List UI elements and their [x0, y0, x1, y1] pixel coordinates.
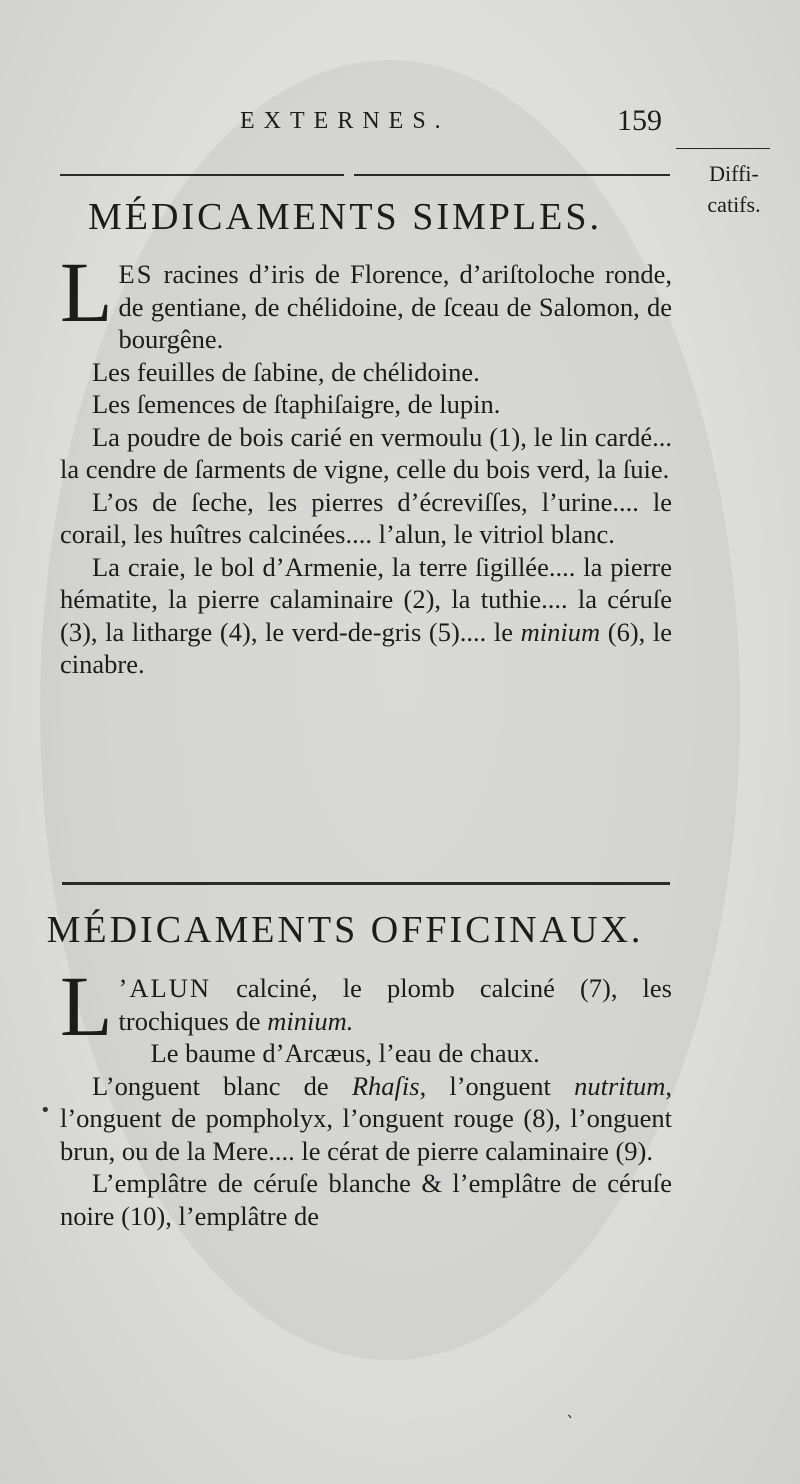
ink-mark: ˎ	[566, 1398, 575, 1419]
paragraph-text: (6), le cinabre.	[60, 616, 673, 679]
paragraph: Les ſemences de ſtaphiſaigre, de lupin.	[92, 389, 501, 419]
italic-term: minium	[520, 616, 601, 647]
paragraph-text: La craie, le bol d’Armenie, la terre ſigillée.... la pierre hématite, la pierre calaminaire (2), la tuthie.... la céruſe (3), la litharge (4), le verd-de-gris (5).... le	[60, 551, 672, 647]
italic-term: Rhaſis	[351, 1070, 420, 1101]
paragraph: Les feuilles de ſabine, de chélidoine.	[92, 356, 480, 387]
italic-term: minium.	[267, 1005, 354, 1036]
running-head: EXTERNES.	[240, 108, 450, 134]
section-title-officinal: MÉDICAMENTS OFFICINAUX.	[46, 909, 644, 951]
margin-note	[676, 158, 792, 220]
header-rule-right	[354, 174, 670, 176]
margin-rule	[676, 148, 770, 149]
section-body-officinal	[60, 958, 673, 1232]
margin-note-line1: Diffi-	[709, 161, 759, 186]
margin-note-line2: catifs.	[707, 192, 761, 217]
page-number: 159	[617, 104, 662, 137]
section-title-simple: MÉDICAMENTS SIMPLES.	[88, 196, 602, 238]
italic-term: nutritum	[574, 1070, 666, 1101]
paragraph: La poudre de bois carié en vermoulu (1), le lin cardé... la cendre de ſarments de vigne, celle du bois verd, la ſuie.	[60, 421, 672, 484]
paragraph: Le baume d’Arcæus, l’eau de chaux.	[150, 1038, 540, 1068]
paragraph-text: calciné, le plomb calciné (7), les trochiques de	[118, 973, 672, 1036]
section-divider	[62, 882, 670, 885]
paragraph-text: , l’onguent	[419, 1070, 575, 1101]
paragraph: L’emplâtre de céruſe blanche & l’emplâtre de céruſe noire (10), l’emplâtre de	[60, 1168, 672, 1231]
header-rule-left	[60, 174, 344, 176]
paragraph	[60, 244, 672, 356]
paragraph-text: L’onguent blanc de	[92, 1070, 352, 1101]
drop-cap: L	[60, 958, 113, 1054]
ink-dot: •	[40, 1100, 51, 1121]
lead-small-caps: ’ALUN	[118, 973, 211, 1003]
paragraph	[60, 551, 672, 681]
drop-cap: L	[60, 244, 113, 340]
paragraph-text: racines d’iris de Florence, d’ariſtoloche ronde, de gentiane, de chélidoine, de ſceau de Salomon, de bourgêne.	[118, 259, 672, 354]
paragraph-text: , l’onguent de pompholyx, l’onguent rouge (8), l’onguent brun, ou de la Mere.... le cérat de pierre calaminaire (9).	[60, 1070, 673, 1166]
section-body-simple	[60, 244, 673, 681]
paragraph: L’os de ſeche, les pierres d’écreviſſes, l’urine.... le corail, les huîtres calcinées.... l’alun, le vitriol blanc.	[60, 486, 672, 549]
paragraph	[60, 1070, 672, 1168]
lead-small-caps: ES	[118, 259, 154, 289]
